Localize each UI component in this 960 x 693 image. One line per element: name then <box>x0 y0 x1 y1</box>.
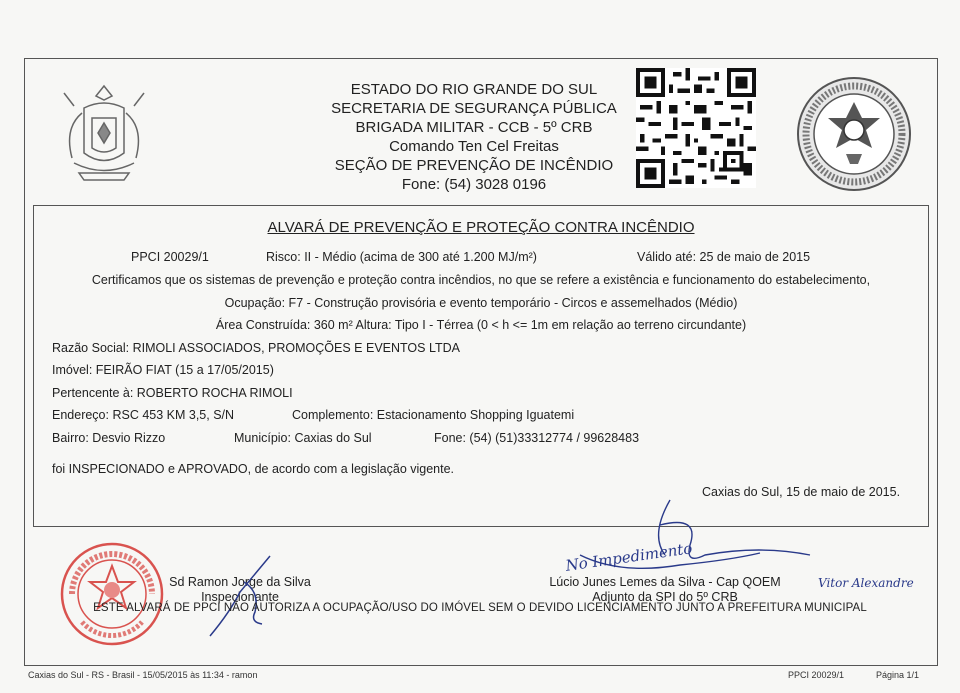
inspector-signature-icon <box>200 552 290 642</box>
certification-statement: Certificamos que os sistemas de prevenção e proteção contra incêndios, no que se refere a existência e funcionamento do estabelecimento, <box>91 273 871 287</box>
header-line-phone: Fone: (54) 3028 0196 <box>401 176 547 193</box>
place-and-date: Caxias do Sul, 15 de maio de 2015. <box>702 485 901 499</box>
property: Imóvel: FEIRÃO FIAT (15 a 17/05/2015) <box>52 363 274 377</box>
company-name: Razão Social: RIMOLI ASSOCIADOS, PROMOÇÕES E EVENTOS LTDA <box>52 341 460 355</box>
inspector-name: Sd Ramon Jorge da Silva <box>169 575 311 589</box>
municipality: Município: Caxias do Sul <box>234 431 372 445</box>
validity-date: Válido até: 25 de maio de 2015 <box>637 250 811 264</box>
risk-level: Risco: II - Médio (acima de 300 até 1.200 MJ/m²) <box>266 250 537 264</box>
inspector-role: Inspecionante <box>201 590 279 604</box>
header-line-secretariat: SECRETARIA DE SEGURANÇA PÚBLICA <box>331 100 617 117</box>
address: Endereço: RSC 453 KM 3,5, S/N <box>52 408 235 422</box>
handwritten-note: No Impedimento <box>564 539 694 575</box>
bottom-ppci: PPCI 20029/1 <box>788 670 845 680</box>
adjunct-name: Lúcio Junes Lemes da Silva - Cap QOEM <box>549 575 781 589</box>
inspection-status: foi INSPECIONADO e APROVADO, de acordo com a legislação vigente. <box>52 462 455 476</box>
header-line-command: Comando Ten Cel Freitas <box>389 138 559 155</box>
handwritten-name: Vitor Alexandre <box>818 576 914 590</box>
occupation: Ocupação: F7 - Construção provisória e evento temporário - Circos e assemelhados (Médio) <box>224 296 738 310</box>
built-area: Área Construída: 360 m² Altura: Tipo I - Térrea (0 < h <= 1m em relação ao terreno circundante) <box>215 318 747 332</box>
header-line-brigade: BRIGADA MILITAR - CCB - 5º CRB <box>355 119 593 136</box>
print-info: Caxias do Sul - RS - Brasil - 15/05/2015 às 11:34 - ramon <box>28 670 258 680</box>
adjunct-role: Adjunto da SPI do 5º CRB <box>592 590 738 604</box>
license-notice: ESTE ALVARÁ DE PPCI NÃO AUTORIZA A OCUPAÇÃO/USO DO IMÓVEL SEM O DEVIDO LICENCIAMENTO JUNTO A PREFEITURA MUNICIPAL <box>93 602 867 614</box>
page-number: Página 1/1 <box>876 670 920 680</box>
district: Bairro: Desvio Rizzo <box>52 431 166 445</box>
address-complement: Complemento: Estacionamento Shopping Iguatemi <box>292 408 575 422</box>
header <box>24 58 936 208</box>
certificate-box <box>33 205 929 527</box>
ppci-number: PPCI 20029/1 <box>131 250 209 264</box>
coat-of-arms-icon <box>54 78 154 188</box>
header-line-section: SEÇÃO DE PREVENÇÃO DE INCÊNDIO <box>334 157 614 174</box>
owner: Pertencente à: ROBERTO ROCHA RIMOLI <box>52 386 293 400</box>
phone: Fone: (54) (51)33312774 / 99628483 <box>434 431 640 445</box>
header-line-state: ESTADO DO RIO GRANDE DO SUL <box>350 81 598 98</box>
fire-department-seal-icon <box>794 74 914 194</box>
certificate-title: ALVARÁ DE PREVENÇÃO E PROTEÇÃO CONTRA INCÊNDIO <box>267 219 695 236</box>
qr-code-icon <box>636 68 756 188</box>
